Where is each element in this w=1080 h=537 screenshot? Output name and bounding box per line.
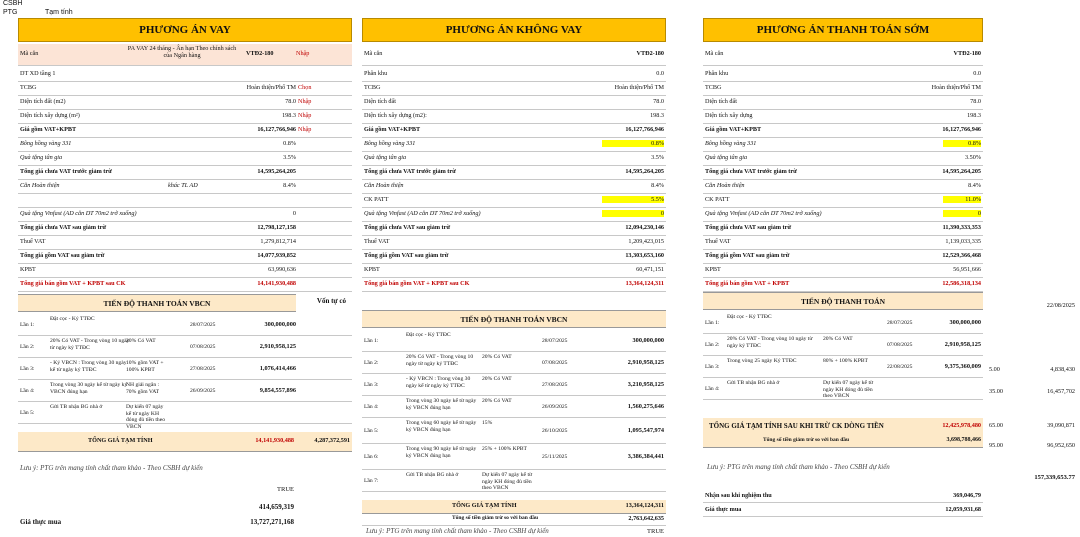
row-value: 13,303,653,160 [625,252,664,259]
data-row [703,138,983,152]
row-value[interactable]: 198.3 [282,112,296,119]
payment-row [18,358,352,380]
side-rate: 5.00 [989,366,1000,373]
row-label: TCBG [364,84,381,91]
tam-tinh-label: TỔNG GIÁ TẠM TÍNH SAU KHI TRỪ CK DÒNG TIỀN [709,422,884,430]
row-label: Quà tặng Vinfast (AD căn DT 70m2 trở xuống) [364,210,481,217]
row-value: 56,951,666 [953,266,981,273]
row-label: CK PATT [705,196,730,203]
payment-desc: 20% Có VAT - Trong vòng 10 ngày từ ngày ký TTĐC [406,354,474,367]
data-row [18,96,352,110]
row-value[interactable]: 78.0 [285,98,296,105]
row-action[interactable]: Nhập [298,98,312,105]
data-row [703,96,983,110]
data-row [362,138,666,152]
giam-tru-label: Tổng số tiền giảm trừ so với ban đầu [763,437,850,443]
tam-tinh-value: 13,364,124,311 [625,502,664,509]
payment-index: Lần 1: [20,321,35,328]
row-value: 0.8% [283,140,296,147]
row-label: Quà tặng tân gia [705,154,748,161]
row-value: 0 [292,210,296,217]
row-label: Phân khu [364,70,388,77]
data-row [18,208,352,222]
row-value: 14,595,264,205 [942,168,981,175]
row-label: Diện tích xây dựng (m2): [364,112,427,119]
row-label: Căn Hoàn thiện [20,182,60,189]
payment-row [362,352,666,374]
row-value: 12,094,230,146 [625,224,664,231]
row-value[interactable]: 16,127,766,946 [257,126,296,133]
payment-date: 26/10/2025 [542,427,568,434]
row-value: 11,390,333,353 [942,224,981,231]
row-action[interactable]: Chọn [298,84,312,91]
payment-amount: 3,386,384,441 [627,452,664,460]
data-row [18,250,352,264]
payment-date: 28/07/2025 [190,321,216,328]
row-value: 198.3 [967,112,981,119]
row-value: 60,471,151 [636,266,664,273]
payment-percent: 15% [482,420,493,426]
row-value[interactable]: 0.8% [943,140,981,147]
payment-index: Lần 2: [20,343,35,350]
gia-thuc-mua-label: Giá thực mua [20,518,62,526]
row-label: TCBG [705,84,722,91]
row-value: 0.0 [656,70,664,77]
data-row [18,264,352,278]
row-label: Tổng giá chưa VAT trước giảm trừ [364,168,456,175]
payment-date: 07/08/2025 [190,343,216,350]
row-label: Thuế VAT [364,238,390,245]
row-value[interactable]: 0 [602,210,664,217]
payment-index: Lần 3: [20,365,35,372]
row-label: Quà tặng Vinfast (AD căn DT 70m2 trở xuống) [705,210,822,217]
payment-desc: Đặt cọc - Ký TTĐC [50,316,95,322]
total-label: Tổng giá bán gồm VAT + KPBT sau CK [20,280,126,287]
row-label: Giá gồm VAT+KPBT [705,126,762,133]
row-label: Tổng giá gồm VAT sau giảm trừ [705,252,790,259]
row-label: KPBT [20,266,36,273]
payment-row [362,418,666,444]
row-value: 198.3 [650,112,664,119]
data-row [18,180,352,194]
row-label: Quà tặng tân gia [20,154,63,161]
payment-row [362,330,666,352]
data-row [18,236,352,250]
payment-desc: Trong vòng 30 ngày kể từ ngày ký VBCN đúng hạn [406,398,477,411]
data-row [703,152,983,166]
row-label: Tổng giá chưa VAT sau giảm trừ [20,224,107,231]
row-label: Tổng giá chưa VAT trước giảm trừ [20,168,112,175]
giam-tru-label: Tổng số tiền giảm trừ so với ban đầu [452,515,539,521]
total-row [18,278,352,292]
payment-index: Lần 4: [364,403,379,410]
payment-date: 28/07/2025 [542,337,568,344]
payment-amount: 2,910,958,125 [944,340,981,348]
tam-tinh-row [703,418,983,448]
data-row [362,236,666,250]
true-flag: TRUE [277,486,294,493]
data-row [362,194,666,208]
schedule-title: TIẾN ĐỘ THANH TOÁN VBCN [18,294,296,312]
payment-percent: 20% Có VAT [482,376,512,382]
ma-can-value[interactable]: VTĐ2-180 [246,50,274,57]
row-label: Tổng giá chưa VAT sau giảm trừ [705,224,792,231]
payment-amount: 9,375,360,009 [944,362,981,370]
gia-thuc-mua-value: 13,727,271,168 [250,518,294,526]
sheet-header [0,0,1080,18]
row-label: Tổng giá gồm VAT sau giảm trừ [364,252,449,259]
payment-index: Lần 3: [705,363,720,370]
ma-can-label: Mã căn [20,50,39,57]
data-row [703,250,983,264]
data-row [18,138,352,152]
data-row [703,222,983,236]
row-value: 16,127,766,946 [942,126,981,133]
payment-row [703,378,983,400]
side-rate: 95.00 [989,442,1003,449]
note: Lưu ý: PTG trên mang tính chất tham khảo - Theo CSBH dự kiến [20,464,203,472]
row-value: 1,209,423,015 [628,238,664,245]
payment-percent: Dự kiến 07 ngày kể từ ngày KH đóng đủ tiền theo VBCN [482,472,533,491]
data-row [703,68,983,82]
panel-khong-vay [362,18,666,537]
header-ptg: PTG [3,9,18,16]
tam-tinh-value: 14,141,930,488 [255,437,294,444]
payment-row [18,336,352,358]
schedule-title: TIẾN ĐỘ THANH TOÁN [703,292,983,310]
row-value: 78.0 [653,98,664,105]
data-row [362,124,666,138]
plan-note: PA VAY 24 tháng - Ân hạn Theo chính sách của Ngân hàng [127,45,237,59]
panel-thanh-toan-som [703,18,983,537]
data-row [703,264,983,278]
row-value: 63,990,636 [268,266,296,273]
giam-tru-row [362,514,666,526]
data-row [703,124,983,138]
payment-index: Lần 6: [364,453,379,460]
ma-can-label: Mã căn [364,50,383,57]
payment-desc: Trong vòng 90 ngày kể từ ngày ký VBCN đúng hạn [406,446,477,459]
payment-desc: Trong vòng 60 ngày kể từ ngày ký VBCN đúng hạn [406,420,477,433]
row-label: Căn Hoàn thiện [705,182,745,189]
total-value: 14,141,930,488 [257,280,296,287]
payment-amount: 2,910,958,125 [627,358,664,366]
ma-can-label: Mã căn [705,50,724,57]
payment-percent: 20% Có VAT [482,398,512,404]
panel-vay [18,18,352,537]
row-label: Quà tặng Vinfast (AD căn DT 70m2 trở xuống) [20,210,137,217]
row-value[interactable]: 0.8% [602,140,664,147]
payment-row [703,356,983,378]
row-label: Căn Hoàn thiện [364,182,404,189]
payment-index: Lần 5: [20,409,35,416]
ma-can-row [362,44,666,66]
payment-amount: 1,095,547,974 [627,426,664,434]
row-label: Thuế VAT [20,238,46,245]
payment-row [18,380,352,402]
row-value: 14,595,264,205 [625,168,664,175]
side-calc [985,292,1079,492]
data-row [703,194,983,208]
tam-tinh-row [18,432,352,452]
side-total: 157,339,653.77 [1034,474,1075,481]
note: Lưu ý: PTG trên mang tính chất tham khảo - Theo CSBH dự kiến [366,527,549,535]
side-amount: 16,457,702 [1047,388,1075,395]
payment-index: Lần 1: [364,337,379,344]
total-label: Tổng giá bán gồm VAT + KPBT [705,280,790,287]
row-label: KPBT [364,266,380,273]
payment-date: 26/09/2025 [542,403,568,410]
tam-tinh-value: 12,425,978,480 [942,422,981,429]
panel-title: PHƯƠNG ÁN THANH TOÁN SỚM [703,18,983,42]
payment-amount: 300,000,000 [264,320,296,328]
header-tam-tinh: Tạm tính [45,9,73,16]
gia-thuc-mua-label: Giá thực mua [705,506,742,513]
row-label: Thuế VAT [705,238,731,245]
row-label: Diện tích đất [705,98,737,105]
row-action[interactable]: Nhập [298,112,312,119]
row-value: Hoàn thiện/Phố TM [931,84,981,91]
row-label: CK PATT [364,196,389,203]
ma-can-value[interactable]: VTĐ2-180 [636,50,664,57]
tam-tinh-row [362,500,666,514]
total-row [362,278,666,292]
giam-tru-value: 3,698,788,466 [946,437,981,443]
row-value: 3.50% [965,154,981,161]
tam-tinh-label: TỔNG GIÁ TẠM TÍNH [88,437,153,444]
row-label: Giá gồm VAT+KPBT [20,126,77,133]
payment-percent: 80% + 100% KPBT [823,358,868,364]
payment-row [362,444,666,470]
payment-percent: 20% Có VAT [126,338,156,344]
payment-row [703,334,983,356]
row-value: 14,077,939,852 [257,252,296,259]
payment-percent: 20% Có VAT [482,354,512,360]
panel-title: PHƯƠNG ÁN KHÔNG VAY [362,18,666,42]
data-row [703,166,983,180]
row-label: Phân khu [705,70,729,77]
row-value: 1,139,033,335 [945,238,981,245]
payment-desc: 20% Có VAT - Trong vòng 10 ngày từ ngày ký TTĐC [50,338,130,351]
row-value: 1,279,812,714 [260,238,296,245]
row-label: TCBG [20,84,37,91]
payment-row [703,312,983,334]
payment-amount: 3,210,958,125 [627,380,664,388]
data-row [18,110,352,124]
payment-date: 27/08/2025 [190,365,216,372]
payment-desc: Đặt cọc - Ký TTĐC [727,314,772,320]
nhan-value: 369,046,79 [953,492,981,499]
side-amount: 39,090,871 [1047,422,1075,429]
row-value: 16,127,766,946 [625,126,664,133]
payment-desc: 20% Có VAT - Trong vòng 10 ngày từ ngày ký TTĐC [727,336,813,349]
data-row [18,166,352,180]
tam-tinh-value-2: 4,287,372,591 [314,437,350,444]
payment-date: 22/08/2025 [887,363,913,370]
note: Lưu ý: PTG trên mang tính chất tham khảo - Theo CSBH dự kiến [707,463,890,471]
data-row [362,82,666,96]
data-row [362,264,666,278]
row-value: Hoàn thiện/Phố TM [614,84,664,91]
row-value: 12,798,127,158 [257,224,296,231]
payment-amount: 1,076,414,466 [259,364,296,372]
data-row [703,236,983,250]
row-label: Diện tích đất (m2) [20,98,66,105]
header-csbh: CSBH [3,0,23,7]
payment-amount: 1,560,275,646 [627,402,664,410]
panel-title: PHƯƠNG ÁN VAY [18,18,352,42]
data-row [703,208,983,222]
payment-percent: 10% gồm VAT + 100% KPBT [126,360,164,373]
data-row [362,250,666,264]
row-label: Bông hồng vàng 331 [705,140,757,147]
row-label: DT XD tầng 1 [20,70,56,77]
payment-row [18,402,352,430]
total-row [703,278,983,292]
data-row [18,124,352,138]
payment-index: Lần 2: [364,359,379,366]
data-row [703,180,983,194]
payment-percent: Dự kiến 07 ngày kể từ ngày KH đóng đủ tiền theo VBCN [823,380,874,399]
row-value: 3.5% [651,154,664,161]
data-row [703,82,983,96]
payment-desc: - Ký VBCN : Trong vòng 30 ngày kể từ ngày ký TTĐC [406,376,471,389]
nhan-row [703,490,983,503]
payment-amount: 300,000,000 [949,318,981,326]
payment-row [362,396,666,418]
tam-tinh-label: TỔNG GIÁ TẠM TÍNH [452,502,517,509]
payment-date: 26/09/2025 [190,387,216,394]
data-row [362,110,666,124]
total-value: 12,586,318,134 [942,280,981,287]
side-date: 22/08/2025 [1046,302,1075,309]
payment-row [18,314,352,336]
row-label: Quà tặng tân gia [364,154,407,161]
payment-desc: Gửi TB nhận BG nhà ở [406,472,459,478]
data-row [18,194,352,208]
row-label: Bông hồng vàng 331 [20,140,72,147]
row-value: 3.5% [283,154,296,161]
payment-index: Lần 5: [364,427,379,434]
payment-desc: Gửi TB nhận BG nhà ở [727,380,780,386]
payment-index: Lần 3: [364,381,379,388]
payment-percent: NH giải ngân : 70% gồm VAT [126,382,160,395]
row-label: KPBT [705,266,721,273]
data-row [18,152,352,166]
row-label: Giá gồm VAT+KPBT [364,126,421,133]
row-action[interactable]: Nhập [298,126,312,133]
gia-thuc-mua-row [703,504,983,517]
side-rate: 35.00 [989,388,1003,395]
ma-can-row [703,44,983,66]
payment-desc: Trong vòng 30 ngày kể từ ngày ký VBCN đúng hạn [50,382,128,395]
payment-date: 25/11/2025 [542,453,568,460]
data-row [18,82,352,96]
data-row [703,110,983,124]
payment-desc: - Ký VBCN : Trong vòng 30 ngày kể từ ngày ký TTĐC [50,360,127,373]
payment-amount: 300,000,000 [632,336,664,344]
payment-date: 27/08/2025 [542,381,568,388]
payment-percent: Dự kiến 07 ngày kể từ ngày KH đóng đủ tiền theo VBCN [126,404,165,430]
data-row [362,208,666,222]
row-value[interactable]: 11.0% [943,196,981,203]
data-row [362,68,666,82]
total-label: Tổng giá bán gồm VAT + KPBT sau CK [364,280,470,287]
data-row [18,68,352,82]
row-value[interactable]: 0 [943,210,981,217]
side-rate: 65.00 [989,422,1003,429]
row-value: 8.4% [968,182,981,189]
row-mid: khác TL AD [168,182,198,189]
payment-index: Lần 4: [705,385,720,392]
nhan-label: Nhận sau khi nghiệm thu [705,492,772,499]
payment-desc: Đặt cọc - Ký TTĐC [406,332,451,338]
payment-row [362,374,666,396]
payment-percent: 25% + 100% KPBT [482,446,527,452]
nhap-label: Nhập [296,50,310,57]
payment-amount: 2,910,958,125 [259,342,296,350]
data-row [362,180,666,194]
row-label: Diện tích đất [364,98,396,105]
total-value: 13,364,124,311 [625,280,664,287]
true-flag: TRUE [647,528,664,535]
row-label: Diện tích xây dựng (m²) [20,112,80,119]
row-value: 14,595,264,205 [257,168,296,175]
ma-can-value[interactable]: VTĐ2-180 [953,50,981,57]
payment-amount: 9,854,557,896 [259,386,296,394]
payment-date: 07/08/2025 [887,341,913,348]
payment-date: 28/07/2025 [887,319,913,326]
payment-index: Lần 2: [705,341,720,348]
row-value: 12,529,366,468 [942,252,981,259]
row-value[interactable]: Hoàn thiện/Phố TM [246,84,296,91]
data-row [362,166,666,180]
row-label: Tổng giá chưa VAT trước giảm trừ [705,168,797,175]
payment-index: Lần 7: [364,477,379,484]
row-value[interactable]: 5.5% [602,196,664,203]
data-row [362,222,666,236]
row-label: Tổng giá chưa VAT sau giảm trừ [364,224,451,231]
payment-desc: Trong vòng 25 ngày Ký TTĐC [727,358,797,364]
payment-percent: 20% Có VAT [823,336,853,342]
payment-index: Lần 1: [705,319,720,326]
payment-desc: Gửi TB nhận BG nhà ở [50,404,103,410]
row-label: Tổng giá gồm VAT sau giảm trừ [20,252,105,259]
row-value: 8.4% [651,182,664,189]
row-value: 0.0 [973,70,981,77]
v414: 414,659,319 [259,503,294,511]
payment-row [362,470,666,492]
data-row [18,222,352,236]
row-label: Bông hồng vàng 331 [364,140,416,147]
schedule-title: TIẾN ĐỘ THANH TOÁN VBCN [362,310,666,328]
data-row [362,152,666,166]
side-amount: 96,952,650 [1047,442,1075,449]
gia-thuc-mua-value: 12,059,931,68 [945,506,981,513]
side-amount: 4,838,430 [1050,366,1075,373]
row-value: 78.0 [970,98,981,105]
von-tu-co-label: Vốn tự có [316,297,346,305]
row-label: Diện tích xây dựng [705,112,753,119]
payment-date: 07/08/2025 [542,359,568,366]
ma-can-row [18,44,352,66]
row-value: 8.4% [283,182,296,189]
giam-tru-value: 2,763,642,635 [628,515,664,522]
data-row [362,96,666,110]
payment-index: Lần 4: [20,387,35,394]
